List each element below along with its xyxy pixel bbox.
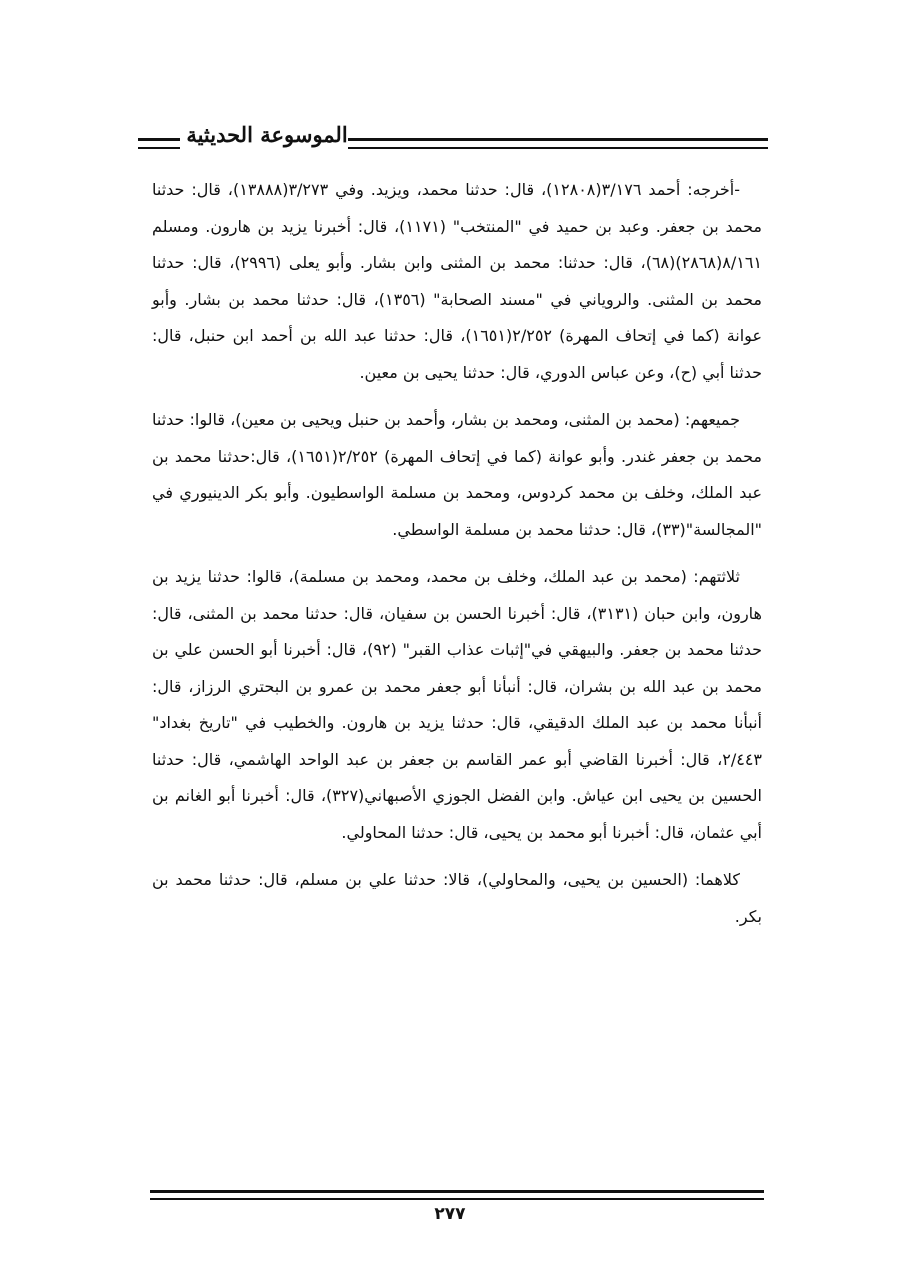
paragraph-2: جميعهم: (محمد بن المثنى، ومحمد بن بشار، وأحمد بن حنبل ويحيى بن معين)، قالوا: حدثنا محمد بن جعفر غندر. وأبو عوانة (كما في إتحاف المهرة) ٢/٢٥٢(١٦٥١)، قال:حدثنا محمد بن عبد الملك، وخلف بن محمد كردوس، ومحمد بن مسلمة الواسطيون. وأبو بكر الدينيوري في "المجالسة"(٣٣)، قال: حدثنا محمد بن مسلمة الواسطي. [152, 410, 762, 539]
paragraph-3: ثلاثتهم: (محمد بن عبد الملك، وخلف بن محمد، ومحمد بن مسلمة)، قالوا: حدثنا يزيد بن هارون، وابن حبان (٣١٣١)، قال: أخبرنا الحسن بن سفيان، قال: حدثنا محمد بن المثنى، قال: حدثنا محمد بن جعفر. والبيهقي في"إثبات عذاب القبر" (٩٢)، قال: أخبرنا أبو الحسن علي بن محمد بن عبد الله بن بشران، قال: أنبأنا أبو جعفر محمد بن عمرو بن البحتري الرزاز، قال: أنبأنا محمد بن عبد الملك الدقيقي، قال: حدثنا يزيد بن هارون. والخطيب في "تاريخ بغداد" ٢/٤٤٣، قال: أخبرنا القاضي أبو عمر القاسم بن جعفر بن عبد الواحد الهاشمي، قال: حدثنا الحسين بن يحيى ابن عياش. وابن الفضل الجوزي الأصبهاني(٣٢٧)، قال: أخبرنا أبو الغانم بن أبي عثمان، قال: أخبرنا أبو محمد بن يحيى، قال: حدثنا المحاولي. [152, 567, 762, 842]
paragraph-4: كلاهما: (الحسين بن يحيى، والمحاولي)، قالا: حدثنا علي بن مسلم، قال: حدثنا محمد بن بكر. [152, 870, 762, 926]
page-header [138, 122, 768, 162]
header-rule-left [138, 138, 180, 149]
body-text [152, 172, 762, 946]
header-rule-right [348, 138, 768, 149]
footer-rule [150, 1190, 764, 1200]
header-title: الموسوعة الحديثية [186, 122, 348, 147]
page-number: ٢٧٧ [434, 1204, 466, 1224]
paragraph-1: -أخرجه: أحمد ٣/١٧٦(١٢٨٠٨)، قال: حدثنا محمد، ويزيد. وفي ٣/٢٧٣(١٣٨٨٨)، قال: حدثنا محمد بن جعفر. وعبد بن حميد في "المنتخب" (١١٧١)، قال: أخبرنا يزيد بن هارون. ومسلم ٨/١٦١(٢٨٦٨)(٦٨)، قال: حدثنا: محمد بن المثنى وابن بشار. وأبو يعلى (٢٩٩٦)، قال: حدثنا محمد بن المثنى. والروياني في "مسند الصحابة" (١٣٥٦)، قال: حدثنا محمد بن بشار. وأبو عوانة (كما في إتحاف المهرة) ٢/٢٥٢(١٦٥١)، قال: حدثنا عبد الله بن أحمد ابن حنبل، قال: حدثنا أبي (ح)، وعن عباس الدوري، قال: حدثنا يحيى بن معين. [152, 180, 763, 382]
